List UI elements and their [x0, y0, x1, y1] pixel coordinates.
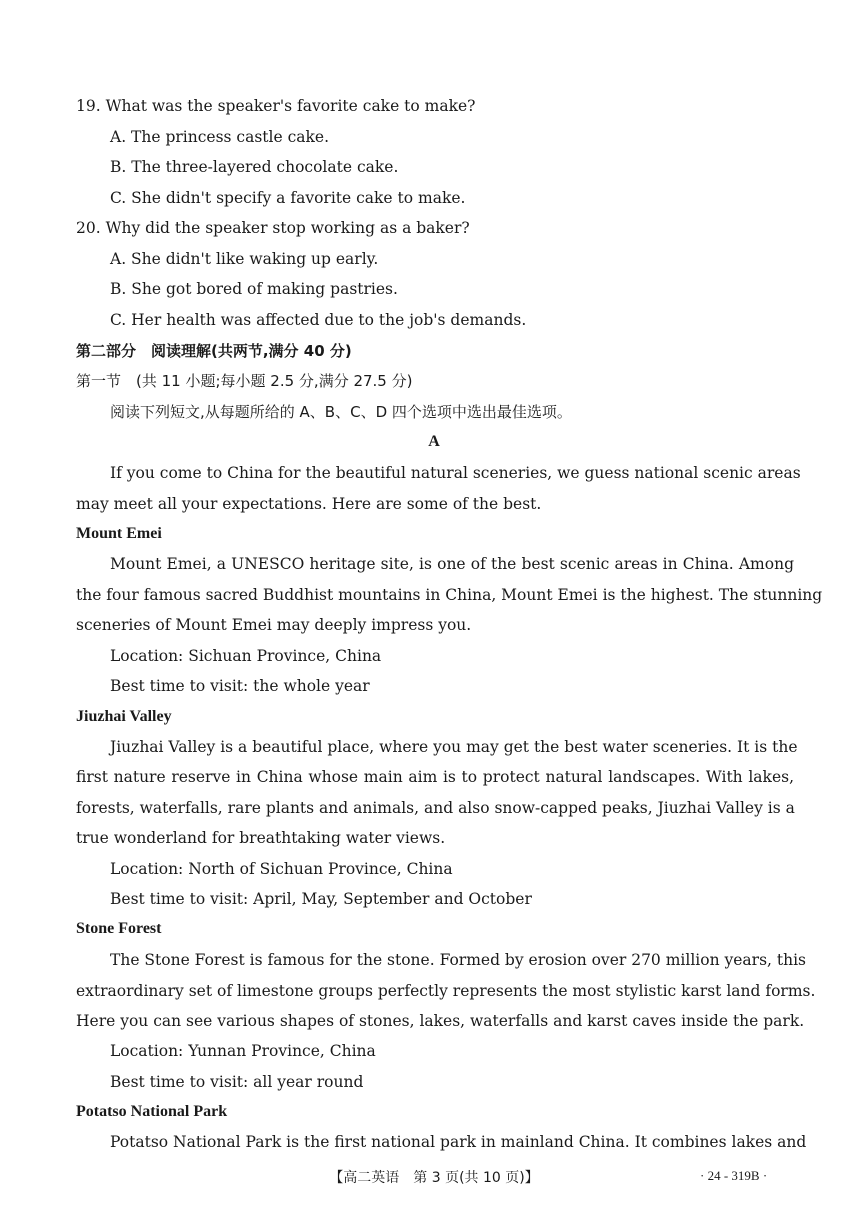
jiuzhai-line-2: first nature reserve in China whose main aim is to protect natural landscapes. With lakes, — [76, 768, 794, 786]
mount-emei-best-time: Best time to visit: the whole year — [110, 677, 370, 695]
question-20-option-c: C. Her health was affected due to the job's demands. — [110, 311, 527, 329]
jiuzhai-line-1: Jiuzhai Valley is a beautiful place, where you may get the best water sceneries. It is the — [110, 738, 798, 756]
mount-emei-line-1: Mount Emei, a UNESCO heritage site, is one of the best scenic areas in China. Among — [110, 555, 794, 573]
exam-code: · 24 - 319B · — [700, 1168, 768, 1183]
jiuzhai-best-time: Best time to visit: April, May, September and October — [110, 890, 532, 908]
question-19-option-b: B. The three-layered chocolate cake. — [110, 158, 399, 176]
jiuzhai-line-3: forests, waterfalls, rare plants and animals, and also snow-capped peaks, Jiuzhai Valley is a — [76, 799, 795, 817]
question-19-option-c: C. She didn't specify a favorite cake to make. — [110, 189, 466, 207]
question-19-stem: 19. What was the speaker's favorite cake to make? — [76, 97, 476, 115]
section-subtitle: 第一节 (共 11 小题;每小题 2.5 分,满分 27.5 分) — [76, 372, 413, 390]
stone-forest-best-time: Best time to visit: all year round — [110, 1073, 364, 1091]
place-heading-stone-forest: Stone Forest — [76, 920, 162, 937]
place-heading-potatso: Potatso National Park — [76, 1103, 228, 1120]
jiuzhai-location: Location: North of Sichuan Province, China — [110, 860, 453, 878]
section-title: 第二部分 阅读理解(共两节,满分 40 分) — [76, 342, 352, 360]
question-20-option-b: B. She got bored of making pastries. — [110, 280, 398, 298]
stone-forest-line-2: extraordinary set of limestone groups perfectly represents the most stylistic karst land forms. — [76, 982, 816, 1000]
section-instruction: 阅读下列短文,从每题所给的 A、B、C、D 四个选项中选出最佳选项。 — [110, 403, 572, 421]
stone-forest-location: Location: Yunnan Province, China — [110, 1042, 376, 1060]
question-20-stem: 20. Why did the speaker stop working as a baker? — [76, 219, 470, 237]
page-footer: 【高二英语 第 3 页(共 10 页)】 — [329, 1170, 539, 1186]
place-heading-mount-emei: Mount Emei — [76, 525, 162, 542]
place-heading-jiuzhai-valley: Jiuzhai Valley — [76, 708, 172, 725]
question-20-option-a: A. She didn't like waking up early. — [110, 250, 379, 268]
question-19-option-a: A. The princess castle cake. — [110, 128, 330, 146]
mount-emei-location: Location: Sichuan Province, China — [110, 647, 382, 665]
mount-emei-line-3: sceneries of Mount Emei may deeply impress you. — [76, 616, 472, 634]
intro-line-1: If you come to China for the beautiful natural sceneries, we guess national scenic areas — [110, 464, 801, 482]
stone-forest-line-3: Here you can see various shapes of stones, lakes, waterfalls and karst caves inside the park. — [76, 1012, 805, 1030]
mount-emei-line-2: the four famous sacred Buddhist mountains in China, Mount Emei is the highest. The stunning — [76, 586, 823, 604]
intro-line-2: may meet all your expectations. Here are some of the best. — [76, 495, 542, 513]
potatso-line-1: Potatso National Park is the first national park in mainland China. It combines lakes and — [110, 1133, 807, 1151]
stone-forest-line-1: The Stone Forest is famous for the stone. Formed by erosion over 270 million years, this — [110, 951, 806, 969]
jiuzhai-line-4: true wonderland for breathtaking water views. — [76, 829, 446, 847]
passage-label: A — [428, 433, 440, 450]
